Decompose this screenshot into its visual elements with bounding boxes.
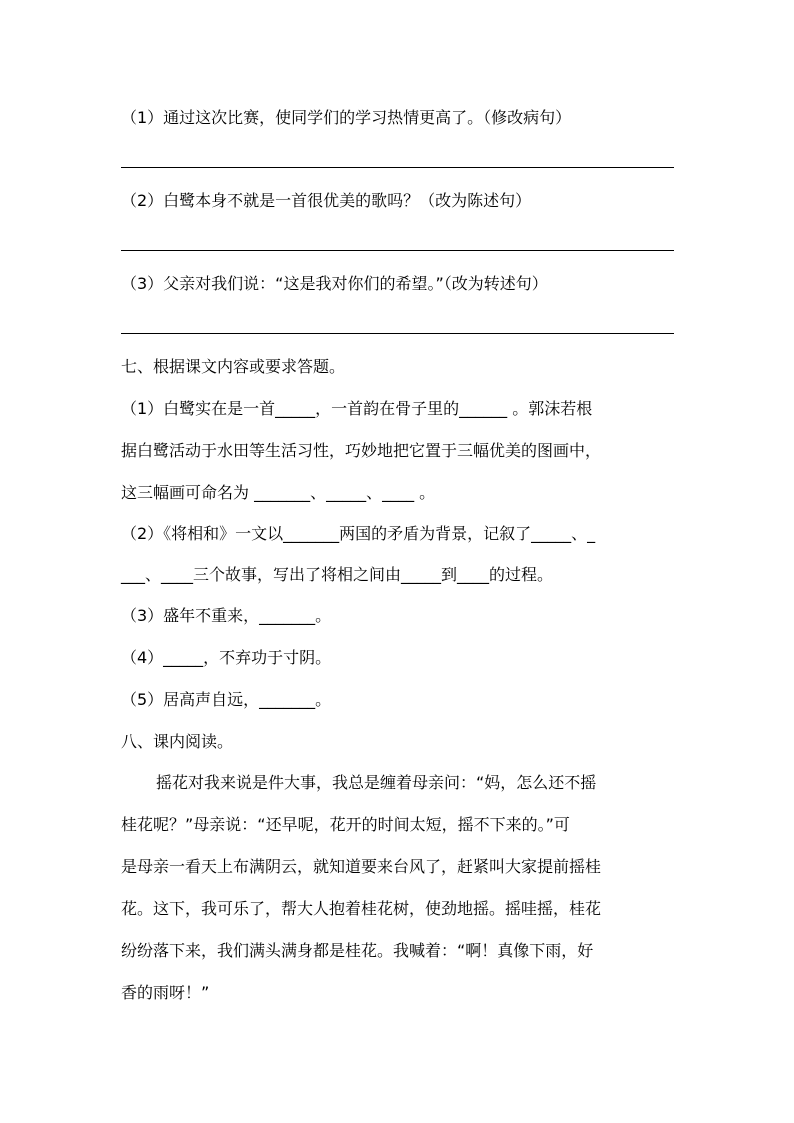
passage-line-4: 花。这下，我可乐了，帮大人抱着桂花树，使劲地摇。摇哇摇，桂花: [121, 899, 602, 918]
s7-q3: （3）盛年不重来，_______。: [121, 606, 332, 625]
s7-q1-line-3: 这三幅画可命名为 _______、_____、____ 。: [121, 483, 436, 502]
s7-q4: （4）_____，不弃功于寸阴。: [121, 648, 332, 667]
s7-heading: 七、根据课文内容或要求答题。: [121, 357, 346, 376]
s7-q1-line-2: 据白鹭活动于水田等生活习性，巧妙地把它置于三幅优美的图画中，: [121, 441, 602, 460]
s8-heading: 八、课内阅读。: [121, 732, 234, 751]
answer-line-1[interactable]: [121, 167, 674, 168]
s6-question-1: （1）通过这次比赛，使同学们的学习热情更高了。（修改病句）: [121, 108, 572, 127]
s7-q5: （5）居高声自远，_______。: [121, 690, 332, 709]
answer-line-3[interactable]: [121, 333, 674, 334]
passage-line-3: 是母亲一看天上布满阴云，就知道要来台风了，赶紧叫大家提前摇桂: [121, 857, 602, 876]
s7-q2-line-1: （2）《将相和》一文以_______两国的矛盾为背景，记叙了_____、_: [121, 524, 596, 543]
passage-line-5: 纷纷落下来，我们满头满身都是桂花。我喊着：“啊！真像下雨，好: [121, 941, 594, 960]
answer-line-2[interactable]: [121, 250, 674, 251]
s6-question-2: （2）白鹭本身不就是一首很优美的歌吗？（改为陈述句）: [121, 191, 532, 210]
s7-q1-line-1: （1）白鹭实在是一首_____，一首韵在骨子里的______ 。郭沫若根: [121, 399, 593, 418]
s7-q2-line-2: ___、____三个故事，写出了将相之间由_____到____的过程。: [121, 565, 554, 584]
s6-question-3: （3）父亲对我们说：“这是我对你们的希望。”（改为转述句）: [121, 274, 548, 293]
passage-line-1: 摇花对我来说是件大事，我总是缠着母亲问：“妈，怎么还不摇: [156, 773, 597, 792]
passage-line-2: 桂花呢？”母亲说：“还早呢，花开的时间太短，摇不下来的。”可: [121, 815, 570, 834]
passage-line-6: 香的雨呀！”: [121, 983, 210, 1002]
